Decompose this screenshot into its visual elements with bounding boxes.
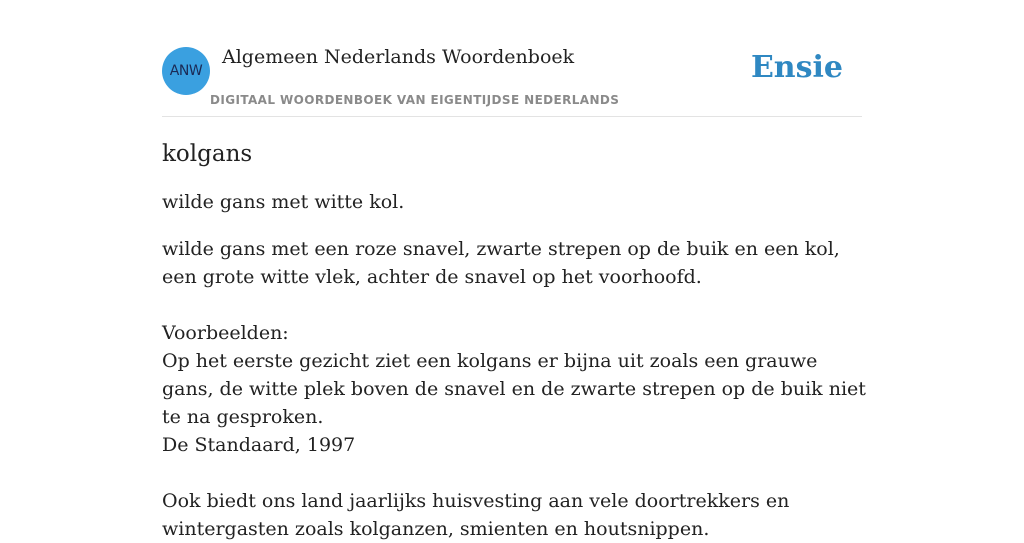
site-title[interactable]: Algemeen Nederlands Woordenboek bbox=[222, 46, 575, 68]
short-definition: wilde gans met witte kol. bbox=[162, 191, 405, 213]
site-header bbox=[162, 40, 862, 117]
entry-content bbox=[162, 138, 868, 543]
entry-headword: kolgans bbox=[162, 141, 253, 167]
long-definition-block bbox=[162, 235, 868, 543]
examples-label: Voorbeelden: bbox=[162, 322, 289, 344]
spacer bbox=[162, 459, 868, 487]
example-text: Ook biedt ons land jaarlijks huisvesting aan vele doortrekkers en wintergasten zoals kolganzen, smienten en houtsnippen. bbox=[162, 490, 790, 540]
long-definition: wilde gans met een roze snavel, zwarte strepen op de buik en een kol, een grote witte vlek, achter de snavel op het voorhoofd. bbox=[162, 238, 840, 288]
spacer bbox=[162, 291, 868, 319]
anw-logo[interactable]: ANW bbox=[162, 47, 210, 95]
example-text: Op het eerste gezicht ziet een kolgans er bijna uit zoals een grauwe gans, de witte plek boven de snavel en de zwarte strepen op de buik niet te na gesproken. bbox=[162, 350, 866, 428]
site-subtitle: DIGITAAL WOORDENBOEK VAN EIGENTIJDSE NEDERLANDS bbox=[210, 93, 620, 107]
example-source: De Standaard, 1997 bbox=[162, 434, 356, 456]
ensie-brand-logo[interactable]: Ensie bbox=[750, 50, 843, 85]
